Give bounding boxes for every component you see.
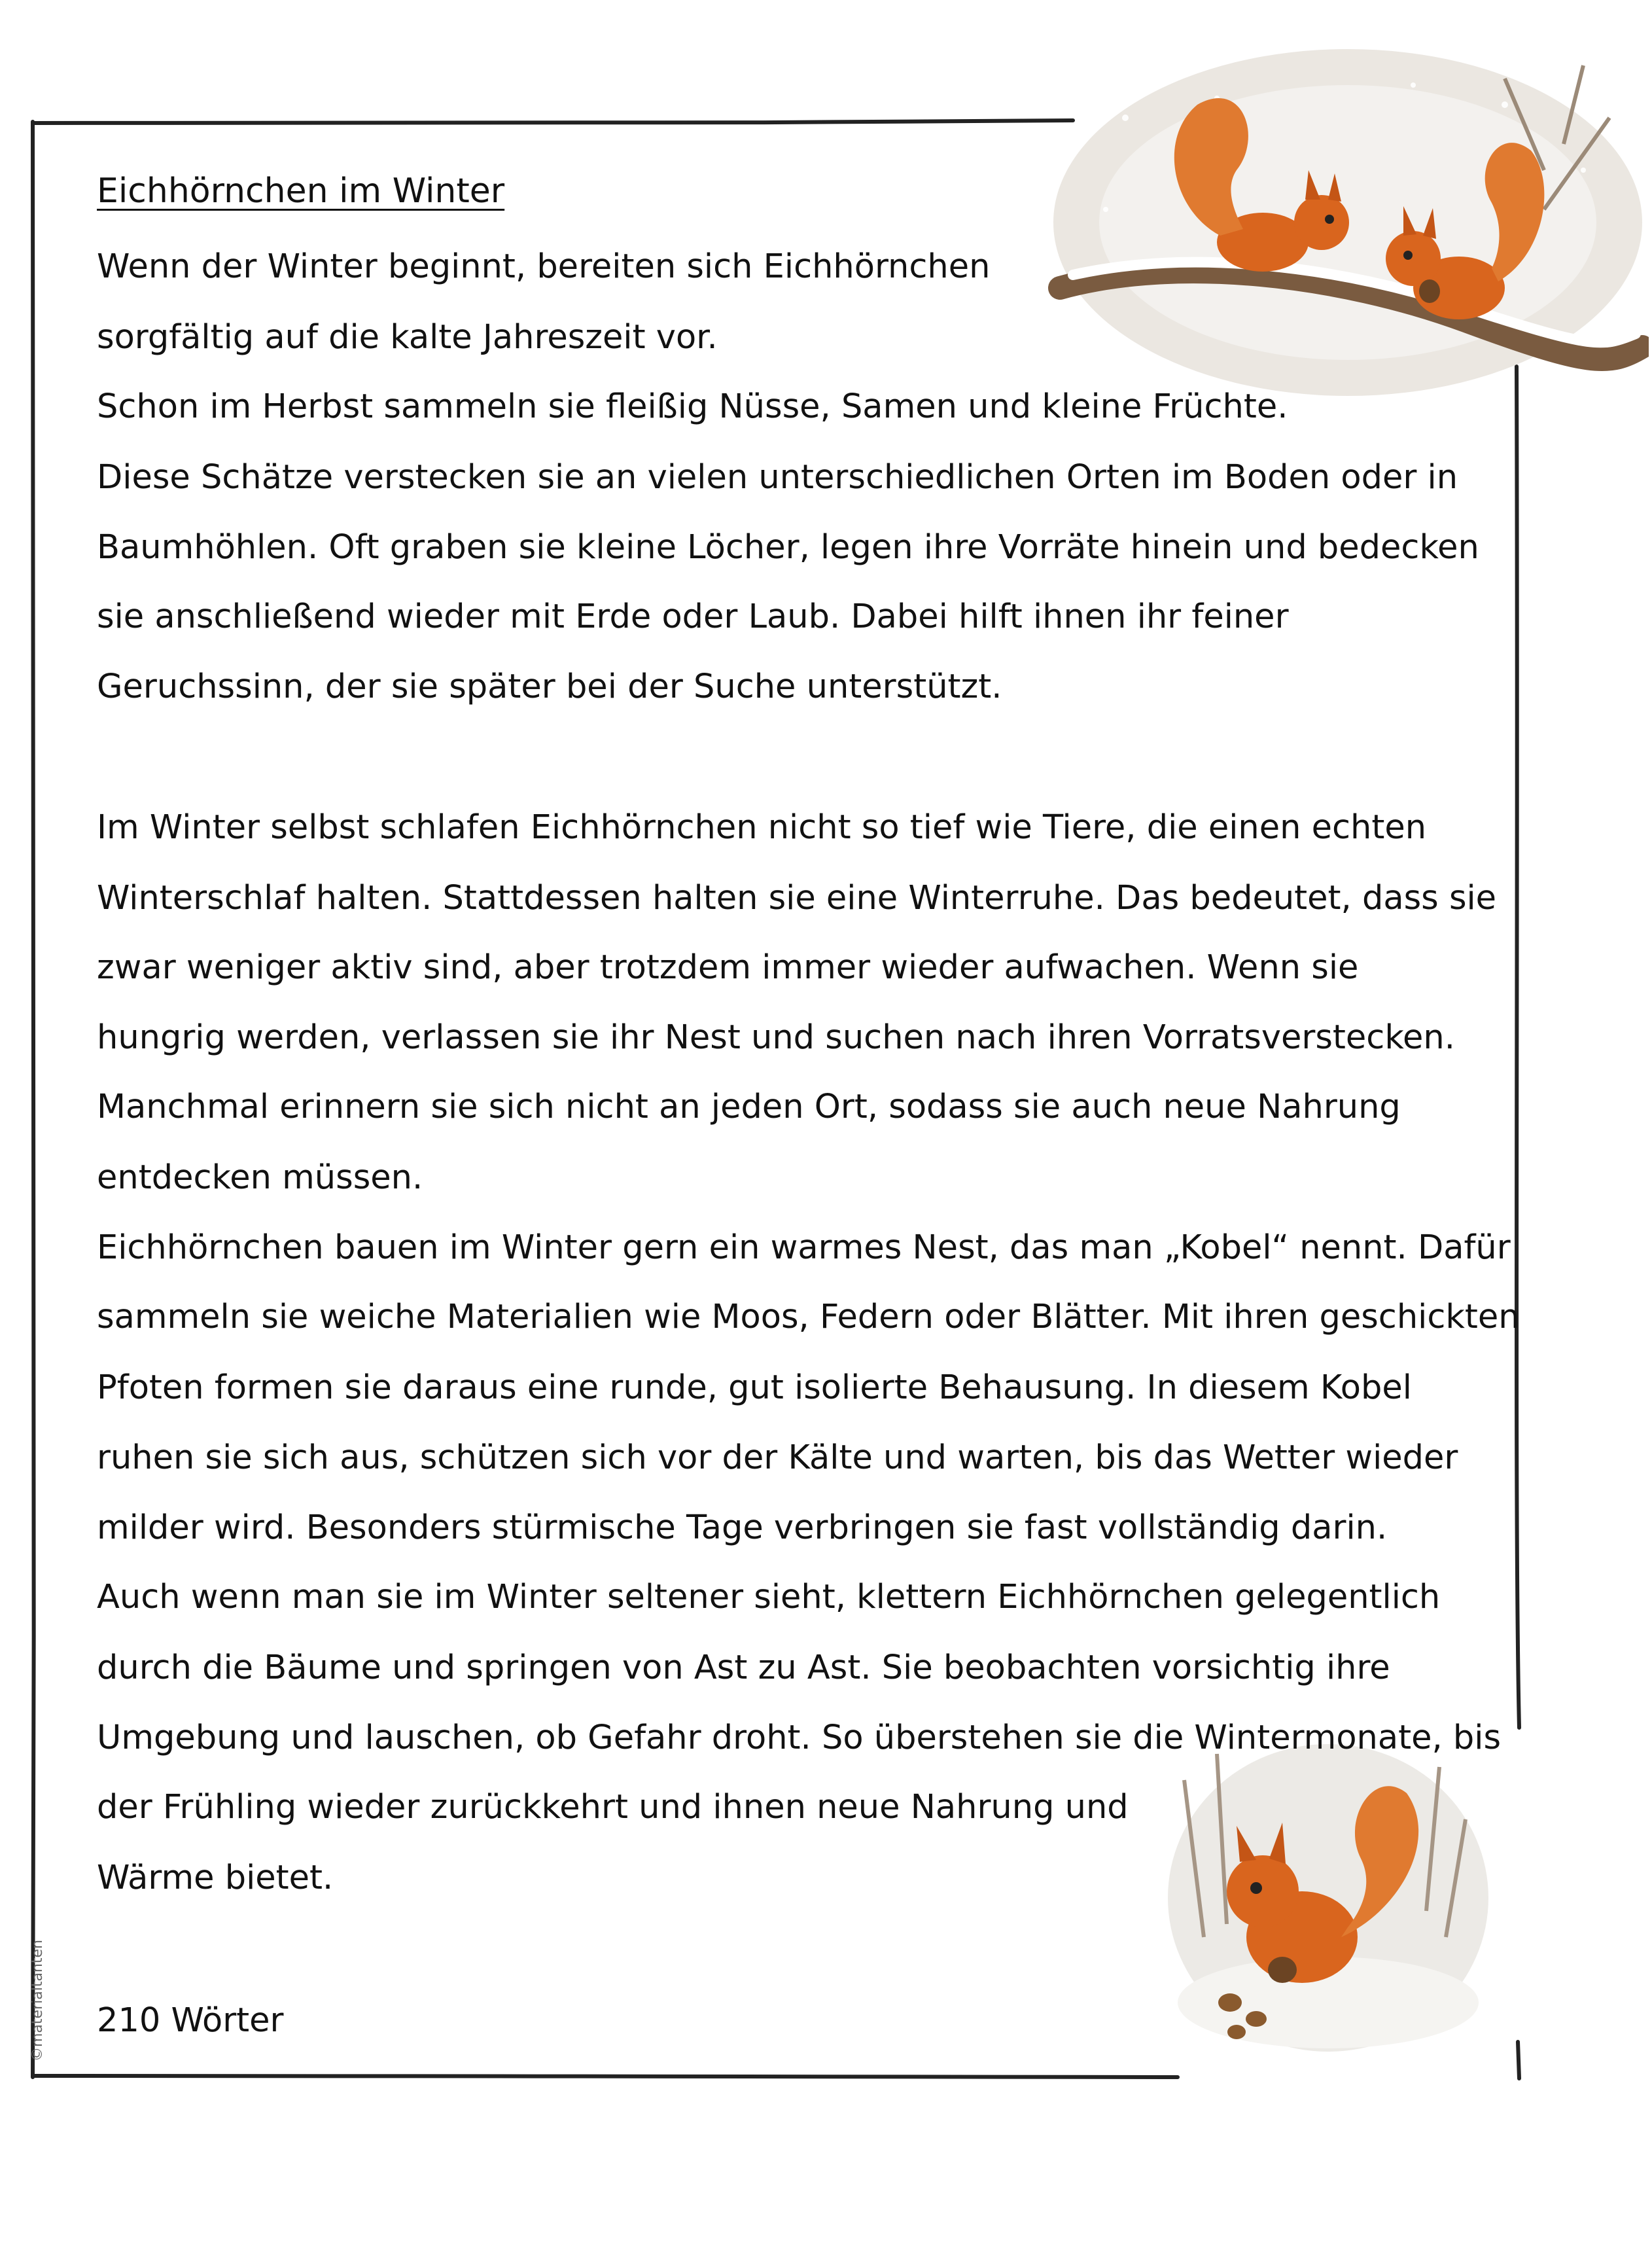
squirrels-on-branch-illustration: [1047, 39, 1649, 406]
document-title: Eichhörnchen im Winter: [97, 171, 505, 211]
text-line: hungrig werden, verlassen sie ihr Nest und suchen nach ihren Vorratsverstecken.: [97, 1018, 1455, 1057]
text-line: sie anschließend wieder mit Erde oder Laub. Dabei hilft ihnen ihr feiner: [97, 597, 1289, 636]
text-line: ruhen sie sich aus, schützen sich vor der Kälte und warten, bis das Wetter wieder: [97, 1438, 1458, 1477]
text-line: Umgebung und lauschen, ob Gefahr droht. So überstehen sie die Wintermonate, bis: [97, 1719, 1502, 1757]
text-line: Winterschlaf halten. Stattdessen halten sie eine Winterruhe. Das bedeutet, dass sie: [97, 879, 1497, 918]
word-count: 210 Wörter: [97, 2001, 284, 2040]
text-line: sammeln sie weiche Materialien wie Moos, Federn oder Blätter. Mit ihren geschickten: [97, 1298, 1520, 1336]
text-line: Diese Schätze verstecken sie an vielen unterschiedlichen Orten im Boden oder in: [97, 458, 1458, 497]
text-line: Wenn der Winter beginnt, bereiten sich Eichhörnchen: [97, 247, 991, 286]
text-line: Baumhöhlen. Oft graben sie kleine Löcher, legen ihre Vorräte hinein und bedecken: [97, 528, 1479, 567]
text-line: Wärme bietet.: [97, 1859, 334, 1897]
squirrel-with-nuts-illustration: [1165, 1741, 1492, 2055]
text-line: Im Winter selbst schlafen Eichhörnchen nicht so tief wie Tiere, die einen echten: [97, 808, 1427, 847]
text-line: Eichhörnchen bauen im Winter gern ein warmes Nest, das man „Kobel“ nennt. Dafür: [97, 1228, 1511, 1267]
text-line: Auch wenn man sie im Winter seltener sieht, klettern Eichhörnchen gelegentlich: [97, 1578, 1441, 1616]
text-line: Schon im Herbst sammeln sie fleißig Nüsse, Samen und kleine Früchte.: [97, 387, 1288, 426]
text-line: Geruchssinn, der sie später bei der Suche unterstützt.: [97, 668, 1002, 706]
text-line: milder wird. Besonders stürmische Tage verbringen sie fast vollständig darin.: [97, 1508, 1388, 1547]
text-line: Pfoten formen sie daraus eine runde, gut isolierte Behausung. In diesem Kobel: [97, 1368, 1412, 1407]
text-line: Manchmal erinnern sie sich nicht an jeden Ort, sodass sie auch neue Nahrung: [97, 1088, 1401, 1126]
text-line: durch die Bäume und springen von Ast zu Ast. Sie beobachten vorsichtig ihre: [97, 1649, 1390, 1687]
text-line: zwar weniger aktiv sind, aber trotzdem immer wieder aufwachen. Wenn sie: [97, 948, 1359, 987]
text-line: entdecken müssen.: [97, 1158, 423, 1197]
copyright-note: ©materialtanten: [29, 1940, 46, 2061]
text-line: der Frühling wieder zurückkehrt und ihnen neue Nahrung und: [97, 1788, 1129, 1827]
text-line: sorgfältig auf die kalte Jahreszeit vor.: [97, 318, 718, 357]
